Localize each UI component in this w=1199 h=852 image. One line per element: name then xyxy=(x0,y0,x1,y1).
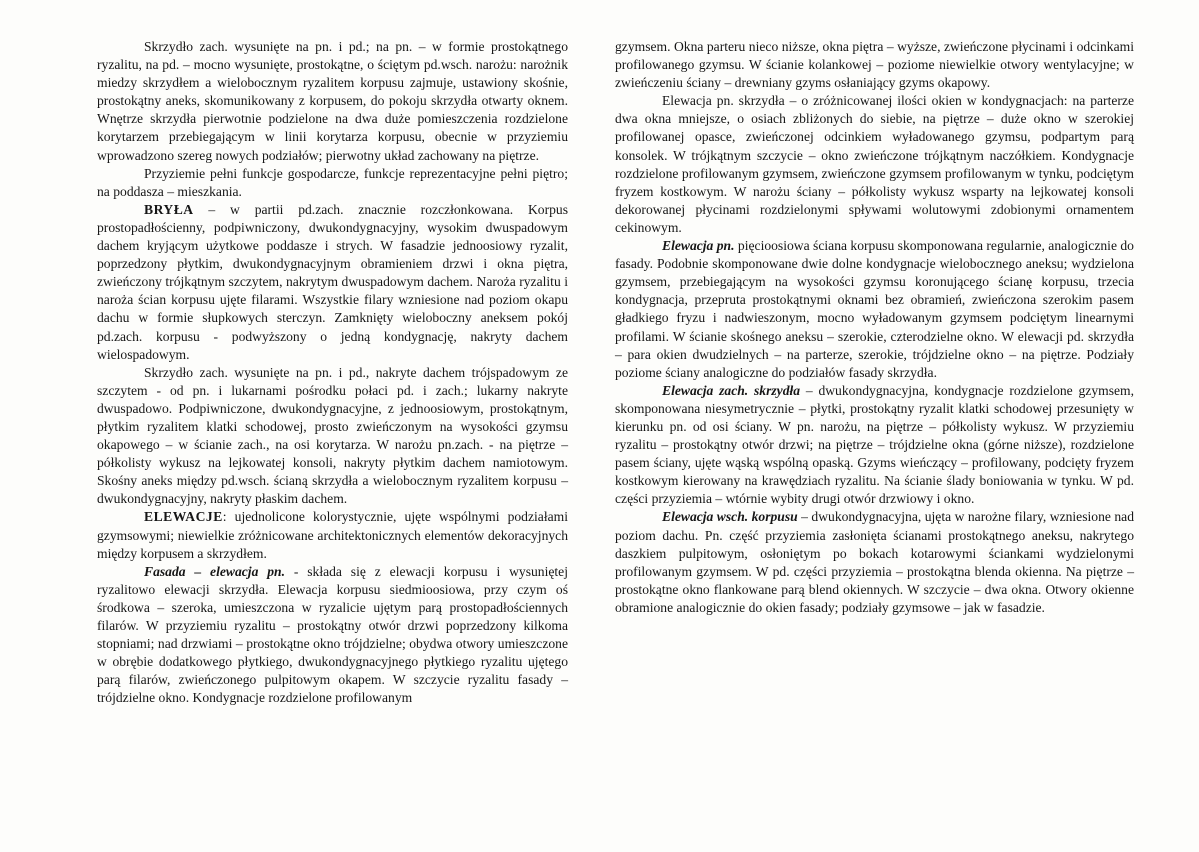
heading-elewacje: ELEWACJE xyxy=(144,509,223,525)
paragraph-elewacja-pn xyxy=(615,237,1134,382)
fasada-text: - składa się z elewacji korpusu i wysuniętej ryzalitowo elewacji skrzydła. Elewacja korpusu siedmioosiowa, przy czym oś środkowa – szeroka, umieszczona w ryzalicie ujętym parą prostopadłościennych filarów. W przyziemiu ryzalitu – prostokątny otwór drzwi poprzedzony kilkoma stopniami; nad drzwiami – prostokątne okno trójdzielne; obydwa otwory umieszczone w obrębie dodatkowego płytkiego, dwukondygnacyjnego płytkiego ryzalitu ujętego parą filarów, zwieńczonego pulpitowym okapem. W szczycie ryzalitu fasady – trójdzielne okno. Kondygnacje rozdzielone profilowanym xyxy=(97,563,568,706)
heading-fasada: Fasada – elewacja pn. xyxy=(144,563,285,579)
paragraph-elewacja-wsch xyxy=(615,508,1134,617)
elewacje-text: : ujednolicone kolorystycznie, ujęte wspólnymi podziałami gzymsowymi; niewielkie zróżnicowane architektonicznych elementów dekoracyjnych między korpusem a skrzydłem. xyxy=(97,509,568,561)
paragraph-przyziemie: Przyziemie pełni funkcje gospodarcze, funkcje reprezentacyjne pełni piętro; na poddasza – mieszkania. xyxy=(97,165,568,199)
elewacja-zach-text: – dwukondygnacyjna, kondygnacje rozdzielone gzymsem, skomponowana niesymetrycznie – płytki, prostokątny ryzalit klatki schodowej przesunięty w kierunku pn. od osi ściany. W pn. narożu, na piętrze – półkolisty wykusz. W przyziemiu ryzalitu – prostokątny otwór drzwi; na piętrze – trójdzielne okna (górne niższe), rozdzielone pasem ściany, ujęte wąską wspólną opaską. Gzyms wieńczący – profilowany, podcięty fryzem kostkowym kierowany na krawędziach ryzalitu. Na ścianie ślady boniowania w tynku. W pd. części przyziemia – wtórnie wybity drugi otwór drzwiowy i okno. xyxy=(615,382,1134,507)
elewacja-wsch-text: – dwukondygnacyjna, ujęta w narożne filary, wzniesione nad poziom dachu. Pn. część przyziemia zasłonięta ścianami prostokątnego aneksu, nakrytego daszkiem pulpitowym, osłoniętym po bokach kotarowymi ściankami wydzielonymi profilowanym gzymsem. W pd. części przyziemia – prostokątna blenda okienna. Na piętrze – prostokątne okno flankowane parą blend okiennych. W szczycie – dwa okna. Otwory okienne obramione analogicznie do okien fasady; podziały gzymsowe – jak w fasadzie. xyxy=(615,509,1134,615)
paragraph-skrzydlo-zach: Skrzydło zach. wysunięte na pn. i pd., nakryte dachem trójspadowym ze szczytem - od pn. i lukarnami pośrodku połaci pd. i zach.; lukarny nakryte dwuspadowo. Podpiwniczone, dwukondygnacyjne, z jednoosiowym, prostokątnym, płytkim ryzalitem klatki schodowej, prosto zwieńczonym na wysokości gzymsu okapowego – w ścianie zach., na osi korytarza. W narożu pn.zach. - na piętrze – półkolisty wykusz na lejkowatej konsoli, nakryty płytkim dachem namiotowym. Skośny aneks między pd.wsch. ścianą skrzydła a wielobocznym ryzalitem korpusu – dwukondygnacyjny, nakryty płaskim dachem. xyxy=(97,364,568,507)
left-text-column xyxy=(97,38,568,707)
heading-elewacja-pn: Elewacja pn. xyxy=(662,238,735,254)
heading-bryla: BRYŁA xyxy=(144,201,194,217)
paragraph-elewacja-zach xyxy=(615,382,1134,509)
paragraph-elewacje xyxy=(97,508,568,562)
right-text-column xyxy=(615,38,1134,617)
paragraph-skrzydlo-intro: Skrzydło zach. wysunięte na pn. i pd.; na pn. – w formie prostokątnego ryzalitu, na pd. – mocno wysunięte, prostokątne, o ściętym pd.wsch. narożu: narożnik miedzy skrzydłem a wielobocznym ryzalitem korpusu zajmuje, ustawiony skośnie, prostokątny aneks, skomunikowany z korpusem, do pokoju skrzydła otwarty oknem. Wnętrze skrzydła pierwotnie podzielone na dwa duże pomieszczenia rozdzielone korytarzem przebiegającym w linii korytarza korpusu, obecnie w przyziemiu wprowadzono szereg nowych podziałów; pierwotny układ zachowany na piętrze. xyxy=(97,39,568,163)
heading-elewacja-zach: Elewacja zach. skrzydła xyxy=(662,382,801,398)
heading-elewacja-wsch: Elewacja wsch. korpusu xyxy=(662,509,798,525)
bryla-text: – w partii pd.zach. znacznie rozczłonkowana. Korpus prostopadłościenny, podpiwniczony, dwukondygnacyjny, wysokim dwuspadowym dachem kryjącym użytkowe poddasze i strych. W fasadzie jednoosiowy ryzalit, poprzedzony płytkim, dwukondygnacyjnym obramieniem drzwi i okna piętra, zwieńczony trójkątnym szczytem, nakrytym dwuspadowym dachem. Naroża ryzalitu i naroża ścian korpusu ujęte filarami. Wszystkie filary wzniesione nad poziom okapu dachu w formie słupkowych sterczyn. Zamknięty wieloboczny aneksem pokój pd.zach. korpusu - podwyższony o jedną kondygnację, nakryty dachem wielospadowym. xyxy=(97,201,568,362)
paragraph-fasada-continued: gzymsem. Okna parteru nieco niższe, okna piętra – wyższe, zwieńczone płycinami i odcinkami profilowanego gzymsu. W ścianie kolankowej – poziome niewielkie otwory wentylacyjne; w zwieńczeniu ściany – drewniany gzyms osłaniający gzyms okapowy. xyxy=(615,39,1134,91)
paragraph-elewacja-pn-skrzydla: Elewacja pn. skrzydła – o zróżnicowanej ilości okien w kondygnacjach: na parterze dwa okna mniejsze, o osiach zbliżonych do siebie, na piętrze – duże okno w szerokiej profilowanej opasce, zwieńczonej odcinkiem wyładowanego gzymsu, podpartym parą konsolek. W trójkątnym szczycie – okno zwieńczone trójkątnym naczółkiem. Kondygnacje rozdzielone profilowanym gzymsem, zwieńczone gzymsem profilowanym w tynku, podciętym fryzem kostkowym. W narożu ściany – półkolisty wykusz wsparty na lejkowatej konsoli dekorowanej płycinami rozdzielonymi spływami wolutowymi zdobionymi ornamentem cekinowym. xyxy=(615,93,1134,235)
elewacja-pn-text: pięcioosiowa ściana korpusu skomponowana regularnie, analogicznie do fasady. Podobnie skomponowane dwie dolne kondygnacje wielobocznego aneksu; wydzielona gzymsem, przebiegającym na wysokości gzymsu koronującego ścianę korpusu, trzecia kondygnacja, przeprutа prostokątnymi oknami bez obramień, zwieńczona szerokim pasem gładkiego fryzu i nadwieszonym, mocno wyładowanym gzymsem podciętym linearnymi profilami. W ścianie skośnego aneksu – szerokie, czterodzielne okno. W elewacji pd. skrzydła – para okien dwudzielnych – na parterze, szerokie, trójdzielne okno – na piętrze. Podziały poziome ściany analogiczne do podziałów fasady skrzydła. xyxy=(615,238,1134,380)
paragraph-bryla xyxy=(97,201,568,364)
paragraph-fasada xyxy=(97,563,568,708)
